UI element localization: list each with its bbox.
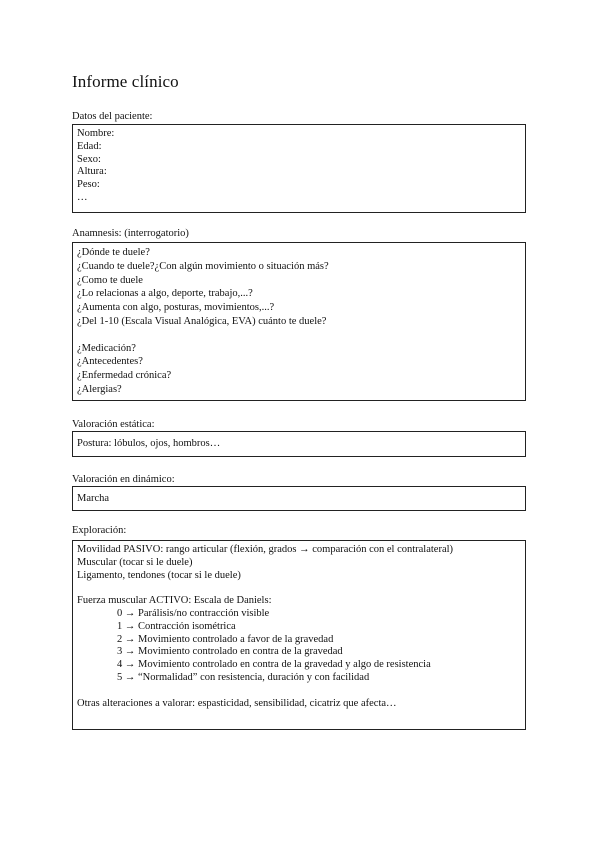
anamnesis-line: ¿Como te duele (77, 274, 143, 286)
anamnesis-line: ¿Cuando te duele?¿Con algún movimiento o situación más? (77, 260, 329, 272)
exploracion-line: Fuerza muscular ACTIVO: Escala de Daniels: (77, 595, 272, 607)
section-label-exploracion: Exploración: (72, 525, 127, 536)
exploracion-spacer (77, 685, 521, 698)
datos-line: … (77, 191, 88, 203)
daniels-item: 2 → Movimiento controlado a favor de la gravedad (117, 633, 334, 645)
dinamico-line: Marcha (77, 493, 110, 504)
section-label-anamnesis: Anamnesis: (interrogatorio) (72, 228, 189, 239)
box-datos (72, 124, 526, 213)
anamnesis-line: ¿Alergias? (77, 383, 122, 395)
datos-line: Sexo: (77, 153, 101, 165)
anamnesis-line: ¿Antecedentes? (77, 356, 143, 368)
datos-line: Nombre: (77, 128, 115, 139)
daniels-item: 0 → Parálisis/no contracción visible (117, 607, 270, 619)
otras-alteraciones-line: Otras alteraciones a valorar: espasticidad, sensibilidad, cicatriz que afecta… (77, 697, 397, 709)
exploracion-line: Movilidad PASIVO: rango articular (flexión, grados → comparación con el contralateral) (77, 544, 454, 555)
page-title: Informe clínico (72, 72, 179, 91)
exploracion-line: Muscular (tocar si le duele) (77, 556, 193, 568)
box-estatica (72, 431, 526, 457)
anamnesis-line: ¿Enfermedad crónica? (77, 370, 172, 382)
box-exploracion (72, 540, 526, 730)
daniels-item: 3 → Movimiento controlado en contra de la gravedad (117, 646, 343, 658)
exploracion-line: Ligamento, tendones (tocar si le duele) (77, 569, 241, 581)
box-anamnesis (72, 242, 526, 401)
datos-line: Peso: (77, 179, 100, 191)
anamnesis-blank-line (77, 329, 521, 342)
section-label-estatica: Valoración estática: (72, 419, 155, 430)
daniels-item: 1 → Contracción isométrica (117, 620, 236, 632)
anamnesis-line: ¿Medicación? (77, 342, 136, 354)
datos-line: Altura: (77, 166, 107, 178)
anamnesis-line: ¿Del 1-10 (Escala Visual Analógica, EVA) cuánto te duele? (77, 315, 327, 327)
exploracion-blank-line (77, 582, 521, 595)
anamnesis-line: ¿Lo relacionas a algo, deporte, trabajo,...? (77, 288, 253, 300)
daniels-item: 4 → Movimiento controlado en contra de la gravedad y algo de resistencia (117, 659, 431, 671)
daniels-item: 5 → “Normalidad” con resistencia, duración y con facilidad (117, 671, 370, 683)
section-label-dinamico: Valoración en dinámico: (72, 474, 175, 485)
datos-line: Edad: (77, 140, 102, 152)
anamnesis-line: ¿Aumenta con algo, posturas, movimientos,...? (77, 302, 275, 314)
anamnesis-line: ¿Dónde te duele? (77, 247, 150, 258)
estatica-line: Postura: lóbulos, ojos, hombros… (77, 438, 221, 449)
box-dinamico (72, 486, 526, 511)
section-label-datos: Datos del paciente: (72, 111, 153, 122)
